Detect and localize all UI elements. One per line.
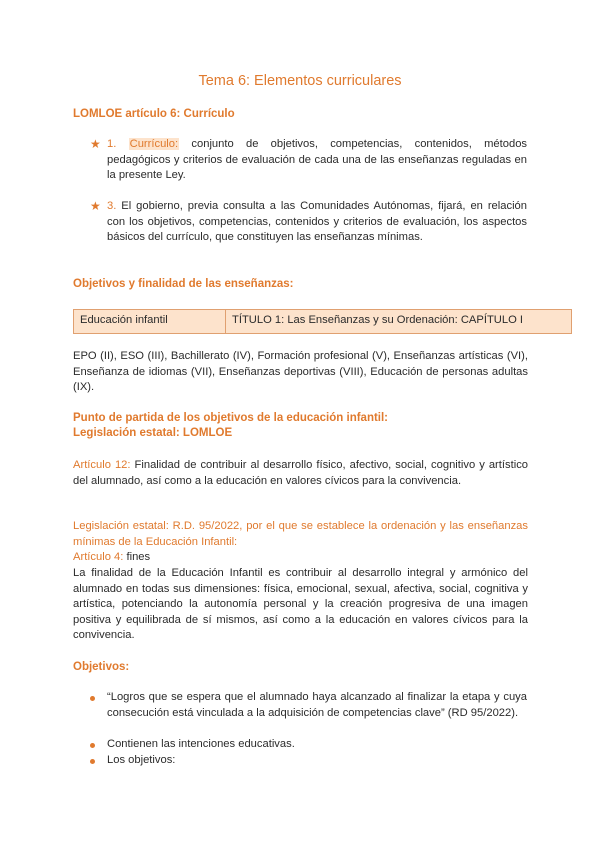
- section-heading-objetivos-finalidad: Objetivos y finalidad de las enseñanzas:: [73, 278, 294, 290]
- item-text: conjunto de objetivos, competencias, contenidos, métodos pedagógicos y criterios de evaluación de cada una de las enseñanzas reguladas en la presente Ley.: [107, 138, 528, 181]
- bullet-dot-icon: [90, 759, 95, 764]
- stage-table: [73, 309, 572, 334]
- list-item: Los objetivos:: [107, 754, 176, 766]
- table-cell-stage: Educación infantil: [74, 310, 226, 333]
- rd-label: Legislación estatal: R.D. 95/2022, por el que se establece la ordenación y las enseñanzas mínimas de la Educación Infantil:: [73, 520, 528, 548]
- section-heading-curriculo: LOMLOE artículo 6: Currículo: [73, 108, 235, 120]
- articulo-4-paragraph: La finalidad de la Educación Infantil es contribuir al desarrollo integral y armónico del alumnado en todas sus dimensiones: física, emocional, sexual, afectiva, social, cognitiva y artística, potenciando la autonomía personal y la creación progresiva de una imagen positiva y equilibrada de sí mismos, así como a la educación en valores cívicos para la convivencia.: [73, 567, 528, 641]
- list-item: “Logros que se espera que el alumnado haya alcanzado al finalizar la etapa y cuya consecución está vinculada a la adquisición de competencias clave” (RD 95/2022).: [107, 691, 527, 719]
- curriculo-item-1: [107, 137, 527, 184]
- document-title: Tema 6: Elementos curriculares: [198, 73, 402, 89]
- articulo-12-paragraph: [73, 458, 528, 489]
- articulo-4-label-line: [73, 550, 528, 566]
- bullet-dot-icon: [90, 743, 95, 748]
- table-cell-title: TÍTULO 1: Las Enseñanzas y su Ordenación: CAPÍTULO I: [232, 314, 524, 326]
- section-heading-punto-partida: Punto de partida de los objetivos de la educación infantil:: [73, 412, 389, 424]
- article-text: Finalidad de contribuir al desarrollo físico, afectivo, social, cognitivo y artístico del alumnado, así como a la educación en valores cívicos para la convivencia.: [73, 459, 529, 487]
- item-text: El gobierno, previa consulta a las Comunidades Autónomas, fijará, en relación con los objetivos, competencias, contenidos y criterios de evaluación, los aspectos básicos del currículo, que constituyen las enseñanzas mínimas.: [107, 200, 527, 243]
- section-subheading-lomloe: Legislación estatal: LOMLOE: [73, 427, 233, 439]
- article-label: Artículo 4:: [73, 551, 124, 563]
- star-bullet-icon: ★: [90, 137, 101, 151]
- stages-paragraph: EPO (II), ESO (III), Bachillerato (IV), Formación profesional (V), Enseñanzas artísticas (VI), Enseñanza de idiomas (VII), Enseñanzas deportivas (VIII), Educación de personas adultas (IX).: [73, 350, 528, 393]
- bullet-dot-icon: [90, 696, 95, 701]
- section-heading-objetivos: Objetivos:: [73, 661, 130, 673]
- item-number: 3.: [107, 200, 117, 212]
- curriculo-item-3: [107, 199, 527, 246]
- article-word: fines: [126, 551, 151, 563]
- article-label: Artículo 12:: [73, 459, 131, 471]
- highlighted-term: Currículo:: [129, 138, 179, 150]
- star-bullet-icon: ★: [90, 199, 101, 213]
- item-number: 1.: [107, 138, 117, 150]
- list-item: Contienen las intenciones educativas.: [107, 738, 295, 750]
